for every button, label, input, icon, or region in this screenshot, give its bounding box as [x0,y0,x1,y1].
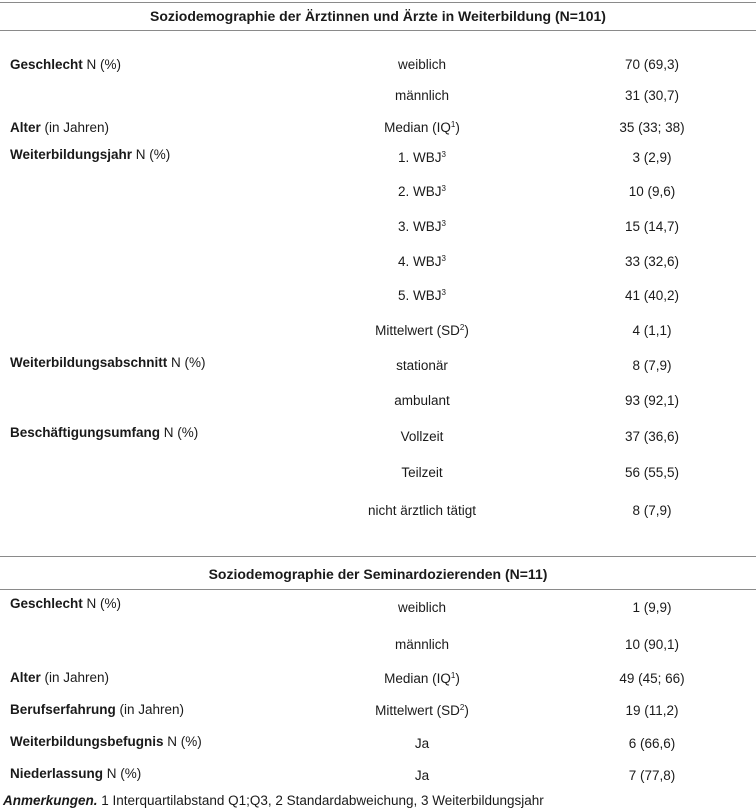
footnote-marker: 1 [450,671,456,680]
note-text: 1 Interquartilabstand Q1;Q3, 2 Standardabweichung, 3 Weiterbildungsjahr [97,793,544,808]
row-label-bold: Niederlassung [10,766,104,781]
row-label-rest: N (%) [167,355,206,370]
row-value: 31 (30,7) [624,88,680,103]
row-label-rest: N (%) [163,734,202,749]
category-text: Mittelwert (SD [375,703,460,718]
category-text: 5. WBJ [398,288,442,303]
row-category [272,734,572,754]
row-label-bold: Weiterbildungsbefugnis [10,734,164,749]
footnote-marker: 3 [441,150,446,159]
row-category [272,217,572,237]
category-text: Ja [414,768,430,783]
row-label-rest: N (%) [103,766,142,781]
row-category [272,635,572,655]
row-category [272,391,572,411]
row-label-bold: Geschlecht [10,57,83,72]
row-label [10,732,202,752]
row-category [272,252,572,272]
category-text: Median (IQ [384,120,451,135]
category-text: ambulant [394,393,450,408]
row-label [10,353,206,373]
row-label-bold: Alter [10,120,41,135]
table1-header-rule [0,30,756,31]
row-label [10,594,121,614]
row-category [272,501,572,521]
row-value: 4 (1,1) [632,323,672,338]
footnote-marker: 3 [441,184,446,193]
row-label [10,118,109,138]
category-text: männlich [394,88,450,103]
category-text: Teilzeit [401,465,443,480]
row-label-bold: Beschäftigungsumfang [10,425,161,440]
category-text: 3. WBJ [398,219,442,234]
category-text: weiblich [397,57,447,72]
row-label-rest: N (%) [82,57,122,72]
row-category [272,148,572,168]
table-note [3,791,544,811]
category-text: Vollzeit [400,429,444,444]
row-label-rest: N (%) [160,425,199,440]
row-category [272,86,572,106]
row-value: 41 (40,2) [624,288,680,303]
row-value: 70 (69,3) [624,57,680,72]
row-category [272,427,572,447]
row-category [272,701,572,721]
category-text: Ja [414,736,430,751]
row-value: 8 (7,9) [632,358,672,373]
row-value: 8 (7,9) [632,503,672,518]
table1-bottom-rule [0,556,756,557]
row-label [10,55,121,75]
row-category [272,321,572,341]
note-label: Anmerkungen. [3,793,98,808]
footnote-marker: 3 [441,254,446,263]
row-label-bold: Weiterbildungsjahr [10,147,133,162]
row-category [272,182,572,202]
category-text: männlich [394,637,450,652]
row-value: 7 (77,8) [628,768,676,783]
footnote-marker: 2 [459,323,465,332]
row-value: 37 (36,6) [624,429,680,444]
category-text: Median (IQ [384,671,451,686]
row-value: 56 (55,5) [624,465,680,480]
row-label-rest: (in Jahren) [40,670,110,685]
row-category [272,463,572,483]
row-label [10,700,184,720]
row-label-rest: (in Jahren) [115,702,185,717]
row-value: 10 (9,6) [628,184,676,199]
row-category [272,286,572,306]
row-label-bold: Weiterbildungsabschnitt [10,355,168,370]
category-text: weiblich [397,600,447,615]
category-text: 4. WBJ [398,254,442,269]
category-text: stationär [396,358,448,373]
row-category [272,356,572,376]
row-label-bold: Geschlecht [10,596,83,611]
row-label [10,423,198,443]
footnote-marker: 3 [441,219,446,228]
row-label-bold: Berufserfahrung [10,702,116,717]
row-label [10,764,141,784]
row-label-rest: N (%) [82,596,122,611]
category-text: 1. WBJ [398,150,442,165]
table2-title: Soziodemographie der Seminardozierenden (N=11) [208,566,548,582]
row-value: 1 (9,9) [632,600,672,615]
table1-title: Soziodemographie der Ärztinnen und Ärzte in Weiterbildung (N=101) [150,8,606,24]
row-value: 3 (2,9) [632,150,672,165]
footnote-marker: 1 [450,120,456,129]
table1-top-rule [0,2,756,3]
row-value: 93 (92,1) [624,393,680,408]
category-suffix: ) [464,323,469,338]
row-label [10,668,109,688]
row-value: 6 (66,6) [628,736,676,751]
row-category [272,118,572,138]
row-label-bold: Alter [10,670,41,685]
row-value: 35 (33; 38) [619,120,685,135]
category-suffix: ) [455,120,460,135]
row-value: 33 (32,6) [624,254,680,269]
row-category [272,55,572,75]
row-label-rest: N (%) [132,147,171,162]
row-category [272,669,572,689]
row-label-rest: (in Jahren) [40,120,110,135]
row-label [10,145,170,165]
footnote-marker: 2 [459,703,465,712]
row-value: 49 (45; 66) [619,671,685,686]
row-category [272,766,572,786]
category-suffix: ) [455,671,460,686]
category-text: Mittelwert (SD [375,323,460,338]
row-value: 19 (11,2) [625,703,679,718]
category-suffix: ) [464,703,469,718]
footnote-marker: 3 [441,288,446,297]
category-text: nicht ärztlich tätigt [367,503,477,518]
category-text: 2. WBJ [398,184,442,199]
row-value: 15 (14,7) [624,219,680,234]
table2-header-rule [0,589,756,590]
row-category [272,598,572,618]
row-value: 10 (90,1) [624,637,680,652]
